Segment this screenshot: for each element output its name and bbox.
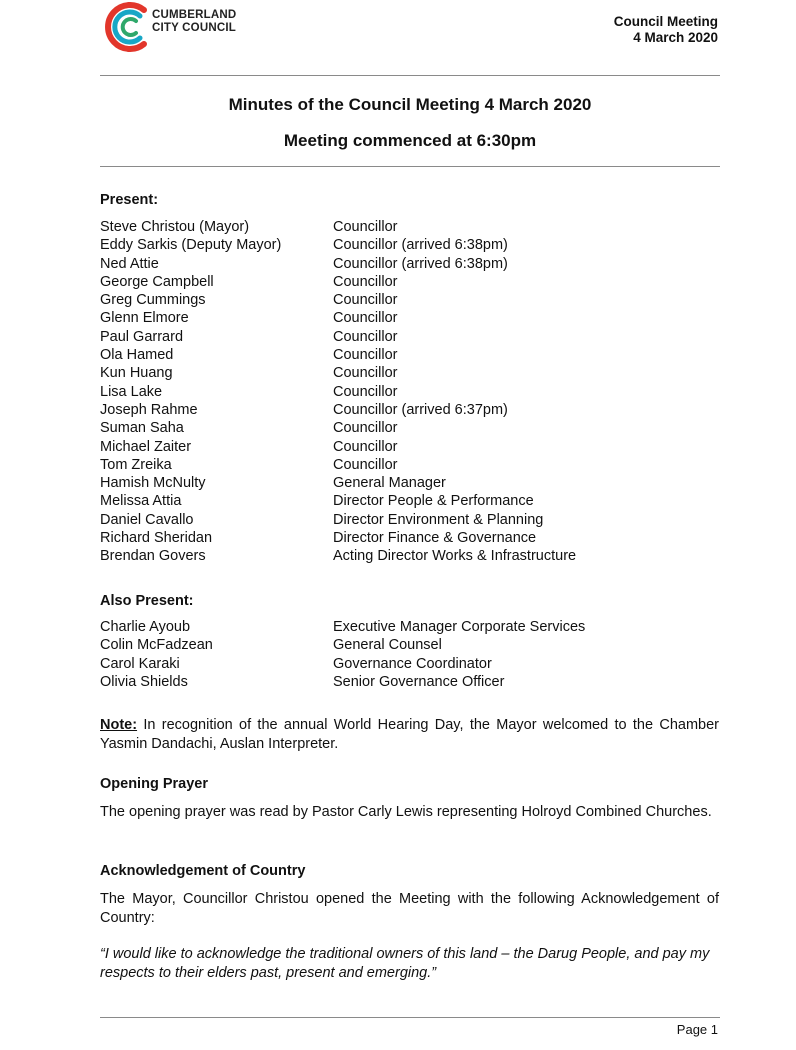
list-item [100,636,720,654]
attendee-role: Acting Director Works & Infrastructure [333,548,577,565]
attendee-name: Suman Saha [100,420,184,437]
attendee-role: Director People & Performance [333,493,534,510]
list-item [100,309,720,327]
attendee-name: Hamish McNulty [100,475,206,492]
list-item [100,364,720,382]
attendee-role: Councillor (arrived 6:38pm) [333,237,508,254]
list-item [100,655,720,673]
attendee-name: Brendan Govers [100,548,206,565]
present-heading: Present: [100,192,159,208]
note-paragraph [100,716,719,753]
list-item [100,474,720,492]
attendee-role: Councillor [333,456,398,473]
attendee-role: Councillor [333,310,398,327]
attendee-role: General Counsel [333,637,442,654]
opening-prayer-text: The opening prayer was read by Pastor Carly Lewis representing Holroyd Combined Churches. [100,804,712,820]
attendee-name: Steve Christou (Mayor) [100,219,250,235]
attendee-name: Greg Cummings [100,292,206,309]
title-divider [100,166,720,167]
attendee-name: Eddy Sarkis (Deputy Mayor) [100,237,282,254]
list-item [100,438,720,456]
attendee-role: Councillor [333,219,398,235]
attendee-name: George Campbell [100,273,214,290]
opening-prayer-heading: Opening Prayer [100,776,208,792]
list-item [100,618,720,636]
meeting-label: Council Meeting [613,14,718,29]
attendee-role: Executive Manager Corporate Services [333,619,586,635]
attendee-role: Director Finance & Governance [333,530,537,547]
list-item [100,346,720,364]
list-item [100,236,720,254]
list-item [100,328,720,346]
attendee-name: Daniel Cavallo [100,511,194,528]
attendee-name: Colin McFadzean [100,637,213,654]
acknowledgement-quote: “I would like to acknowledge the traditional owners of this land – the Darug People, and pay my respects to their elders past, present and emerging.” [100,946,710,981]
note-label: Note: [100,717,138,733]
list-item [100,383,720,401]
acknowledgement-heading: Acknowledgement of Country [100,863,306,879]
attendee-name: Tom Zreika [100,456,172,473]
attendee-name: Kun Huang [100,365,173,382]
header-meeting-info [614,14,718,46]
attendee-name: Olivia Shields [100,673,188,690]
attendee-name: Carol Karaki [100,655,180,672]
council-logo [100,0,160,54]
list-item [100,218,720,236]
note-text: In recognition of the annual World Hearing Day, the Mayor welcomed to the Chamber Yasmin Dandachi, Auslan Interpreter. [100,717,719,752]
footer-divider [100,1017,720,1018]
header-divider [100,75,720,76]
attendee-name: Charlie Ayoub [100,619,191,635]
attendee-name: Ola Hamed [100,347,174,364]
attendee-name: Lisa Lake [100,383,163,400]
attendee-role: Governance Coordinator [333,655,492,672]
attendee-name: Melissa Attia [100,493,182,510]
list-item [100,456,720,474]
list-item [100,529,720,547]
commenced-title: Meeting commenced at 6:30pm [283,131,537,150]
also-present-list [100,618,720,691]
attendee-name: Joseph Rahme [100,401,198,418]
page-number: Page 1 [676,1022,718,1037]
attendee-role: Councillor [333,383,398,400]
list-item [100,511,720,529]
attendee-role: Director Environment & Planning [333,511,544,528]
meeting-date: 4 March 2020 [633,30,718,45]
attendee-name: Paul Garrard [100,328,184,345]
present-list [100,218,720,566]
attendee-name: Michael Zaiter [100,438,192,455]
list-item [100,273,720,291]
list-item [100,291,720,309]
attendee-role: Councillor [333,438,398,455]
attendee-role: Councillor [333,273,398,290]
minutes-title: Minutes of the Council Meeting 4 March 2020 [228,95,592,114]
list-item [100,255,720,273]
list-item [100,492,720,510]
logo-line-2: CITY COUNCIL [152,22,236,34]
also-present-heading: Also Present: [100,593,194,609]
attendee-role: Councillor [333,420,398,437]
attendee-role: Councillor (arrived 6:38pm) [333,255,508,272]
list-item [100,401,720,419]
attendee-role: Councillor [333,347,398,364]
attendee-role: Councillor [333,365,398,382]
attendee-name: Richard Sheridan [100,530,213,547]
attendee-name: Ned Attie [100,255,159,272]
attendee-role: General Manager [333,475,446,492]
attendee-role: Councillor [333,292,398,309]
acknowledgement-text: The Mayor, Councillor Christou opened the Meeting with the following Acknowledgement of Country: [100,891,719,926]
attendee-role: Councillor (arrived 6:37pm) [333,401,508,418]
logo-mark-icon [100,0,160,54]
attendee-name: Glenn Elmore [100,310,189,327]
attendee-role: Senior Governance Officer [333,673,505,690]
list-item [100,673,720,691]
list-item [100,419,720,437]
list-item [100,547,720,565]
logo-line-1: CUMBERLAND [152,9,237,21]
council-logo-text [152,9,236,35]
attendee-role: Councillor [333,328,398,345]
